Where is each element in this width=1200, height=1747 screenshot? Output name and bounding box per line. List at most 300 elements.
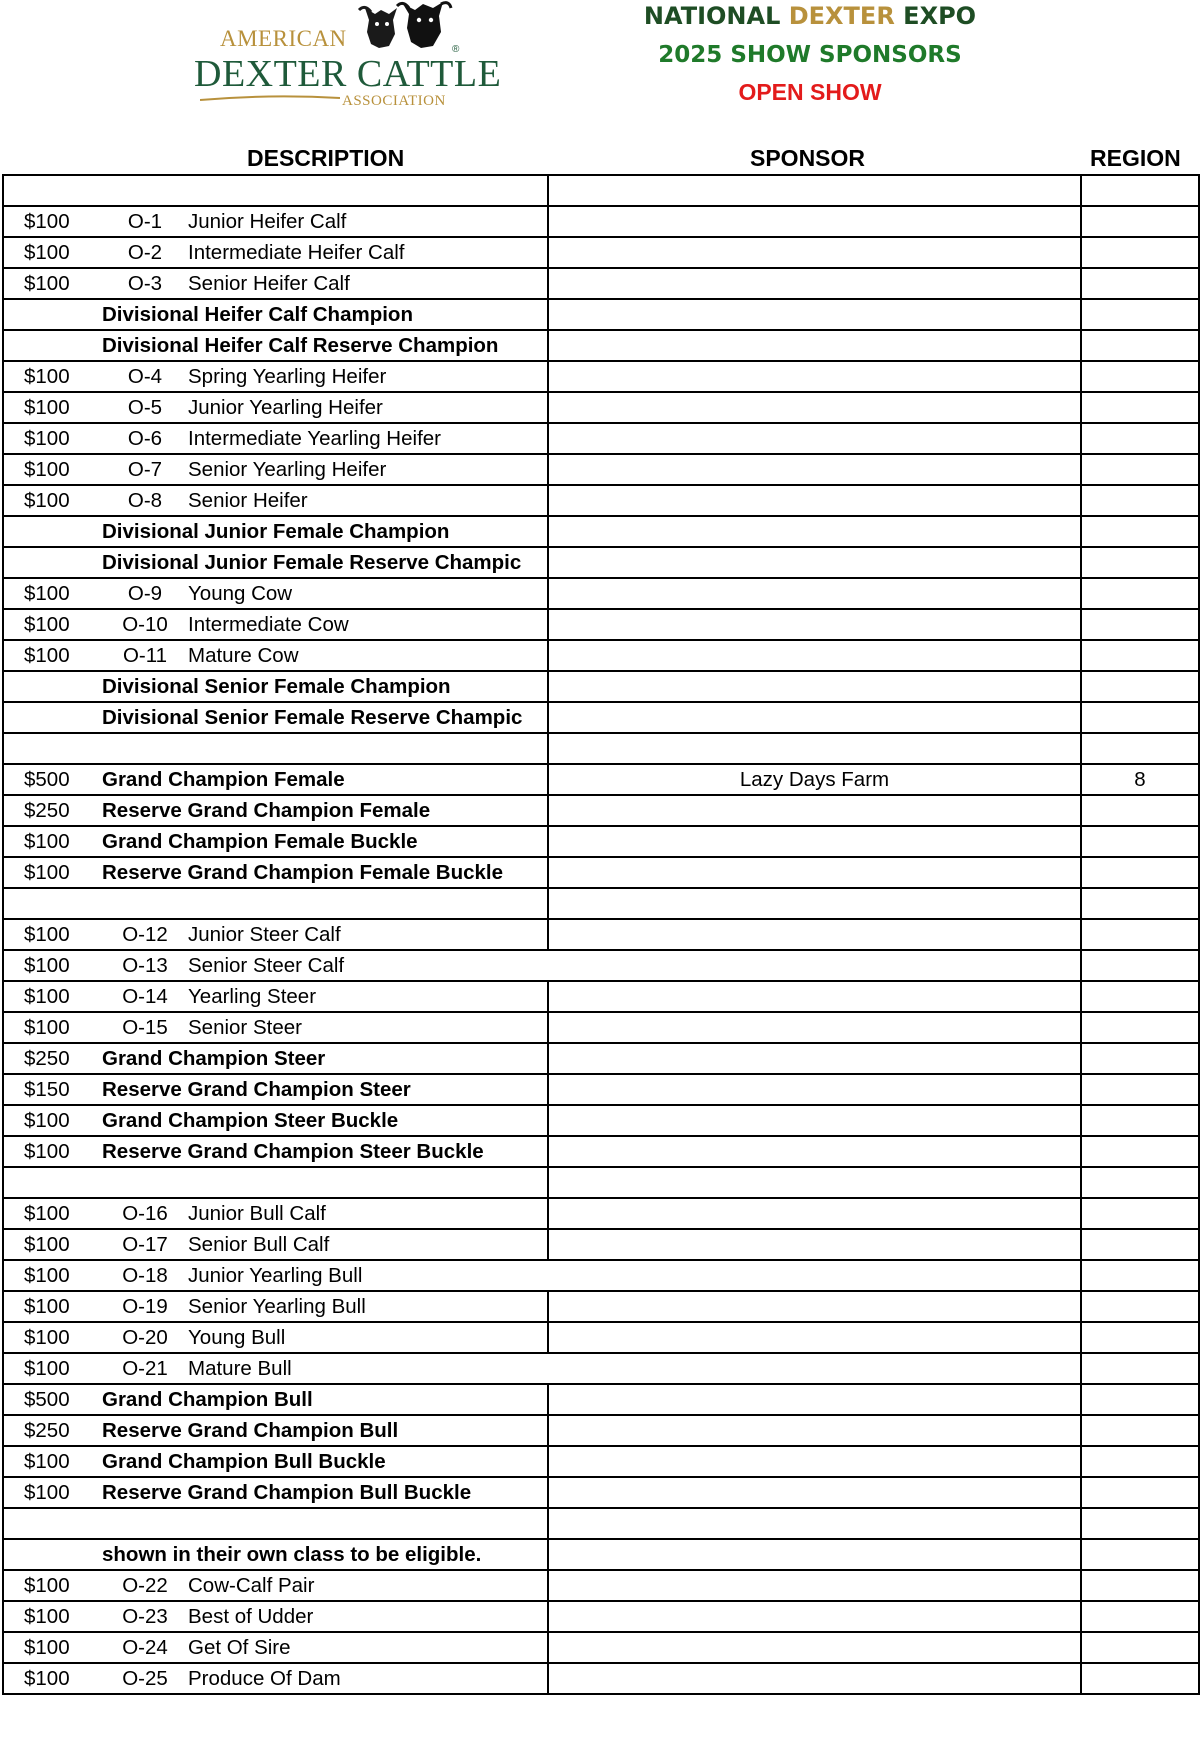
description-cell[interactable] xyxy=(3,1663,548,1694)
table-row xyxy=(3,671,1199,702)
class-code: O-11 xyxy=(122,643,168,667)
prize-amount: $100 xyxy=(24,1325,70,1349)
description-cell[interactable] xyxy=(3,1601,548,1632)
class-label: Young Bull xyxy=(188,1325,286,1349)
title-expo: EXPO xyxy=(894,2,977,30)
sponsor-cell[interactable]: Lazy Days Farm xyxy=(548,764,1081,795)
description-cell[interactable] xyxy=(3,1415,548,1446)
description-cell[interactable] xyxy=(3,919,548,950)
description-cell[interactable] xyxy=(3,330,548,361)
table-row xyxy=(3,795,1199,826)
sponsor-cell[interactable] xyxy=(548,1601,1081,1632)
table-row xyxy=(3,1663,1199,1694)
sponsor-cell[interactable] xyxy=(548,268,1081,299)
table-row xyxy=(3,1229,1199,1260)
description-cell[interactable] xyxy=(3,268,548,299)
description-cell[interactable] xyxy=(3,1167,548,1198)
sponsor-cell[interactable] xyxy=(548,1539,1081,1570)
prize-amount: $100 xyxy=(24,271,70,295)
class-label: Spring Yearling Heifer xyxy=(188,364,387,388)
description-cell[interactable] xyxy=(3,733,548,764)
class-code: O-12 xyxy=(122,922,168,946)
description-cell[interactable] xyxy=(3,1260,548,1291)
class-label: Divisional Junior Female Reserve Champic xyxy=(102,550,522,574)
class-code: O-9 xyxy=(127,581,163,605)
description-cell[interactable] xyxy=(3,1074,548,1105)
class-code: O-2 xyxy=(127,240,163,264)
sponsor-cell[interactable] xyxy=(548,175,1081,206)
table-row xyxy=(3,1446,1199,1477)
class-label: Intermediate Yearling Heifer xyxy=(188,426,441,450)
sponsor-cell[interactable] xyxy=(548,237,1081,268)
region-cell[interactable] xyxy=(1081,1477,1199,1508)
sponsor-cell[interactable] xyxy=(548,516,1081,547)
description-cell[interactable] xyxy=(3,516,548,547)
class-label: Intermediate Cow xyxy=(188,612,349,636)
class-label: Divisional Heifer Calf Champion xyxy=(102,302,413,326)
table-row xyxy=(3,1322,1199,1353)
class-label: Mature Bull xyxy=(188,1356,292,1380)
region-cell[interactable] xyxy=(1081,1570,1199,1601)
prize-amount: $100 xyxy=(24,1666,70,1690)
description-cell[interactable] xyxy=(3,609,548,640)
class-code: O-1 xyxy=(127,209,163,233)
title-open-show: OPEN SHOW xyxy=(738,79,882,105)
class-label: Senior Bull Calf xyxy=(188,1232,330,1256)
sponsor-cell[interactable] xyxy=(548,547,1081,578)
prize-amount: $100 xyxy=(24,1449,70,1473)
region-cell[interactable] xyxy=(1081,1229,1199,1260)
sponsor-cell[interactable] xyxy=(548,857,1081,888)
class-label: Junior Steer Calf xyxy=(188,922,341,946)
description-cell[interactable] xyxy=(3,1570,548,1601)
sponsor-cell[interactable] xyxy=(548,361,1081,392)
class-label: Mature Cow xyxy=(188,643,299,667)
table-row xyxy=(3,485,1199,516)
description-cell[interactable] xyxy=(3,764,548,795)
region-cell[interactable] xyxy=(1081,361,1199,392)
table-row xyxy=(3,547,1199,578)
description-cell[interactable] xyxy=(3,950,548,981)
prize-amount: $150 xyxy=(24,1077,70,1101)
table-row xyxy=(3,1570,1199,1601)
sponsor-cell[interactable] xyxy=(548,485,1081,516)
class-code: O-18 xyxy=(122,1263,168,1287)
table-row xyxy=(3,764,1199,795)
region-cell[interactable] xyxy=(1081,1601,1199,1632)
region-cell[interactable] xyxy=(1081,826,1199,857)
class-label: Produce Of Dam xyxy=(188,1666,341,1690)
sponsor-cell[interactable] xyxy=(548,1446,1081,1477)
region-cell[interactable] xyxy=(1081,981,1199,1012)
table-row xyxy=(3,1260,1199,1291)
table-row xyxy=(3,268,1199,299)
description-cell[interactable] xyxy=(3,1043,548,1074)
class-code: O-14 xyxy=(122,984,168,1008)
prize-amount: $100 xyxy=(24,1139,70,1163)
class-label: Divisional Heifer Calf Reserve Champion xyxy=(102,333,499,357)
region-cell[interactable] xyxy=(1081,175,1199,206)
sponsor-cell[interactable] xyxy=(548,330,1081,361)
class-label: Young Cow xyxy=(188,581,293,605)
region-cell[interactable]: 8 xyxy=(1081,764,1199,795)
class-label: Junior Heifer Calf xyxy=(188,209,347,233)
table-row xyxy=(3,1012,1199,1043)
prize-amount: $250 xyxy=(24,1418,70,1442)
region-cell[interactable] xyxy=(1081,454,1199,485)
prize-amount: $100 xyxy=(24,984,70,1008)
prize-amount: $100 xyxy=(24,612,70,636)
description-cell[interactable] xyxy=(3,1229,548,1260)
column-header-sponsor: SPONSOR xyxy=(750,145,866,171)
cattle-heads-icon xyxy=(345,0,455,50)
sponsor-cell[interactable] xyxy=(548,1353,1081,1384)
sponsor-cell[interactable] xyxy=(548,795,1081,826)
description-cell[interactable] xyxy=(3,857,548,888)
description-cell[interactable] xyxy=(3,1012,548,1043)
prize-amount: $100 xyxy=(24,1232,70,1256)
sponsor-cell[interactable] xyxy=(548,454,1081,485)
region-cell[interactable] xyxy=(1081,578,1199,609)
class-label: Senior Yearling Heifer xyxy=(188,457,387,481)
prize-amount: $100 xyxy=(24,1294,70,1318)
table-row xyxy=(3,392,1199,423)
logo-swoosh-line xyxy=(200,94,340,102)
prize-amount: $100 xyxy=(24,1201,70,1225)
region-cell[interactable] xyxy=(1081,609,1199,640)
description-cell[interactable] xyxy=(3,578,548,609)
region-cell[interactable] xyxy=(1081,1043,1199,1074)
class-code: O-15 xyxy=(122,1015,168,1039)
table-row xyxy=(3,299,1199,330)
class-label: Divisional Senior Female Reserve Champic xyxy=(102,705,523,729)
description-cell[interactable] xyxy=(3,888,548,919)
sponsor-cell[interactable] xyxy=(548,733,1081,764)
table-row xyxy=(3,919,1199,950)
sponsor-cell[interactable] xyxy=(548,1632,1081,1663)
prize-amount: $100 xyxy=(24,1356,70,1380)
class-label: Grand Champion Steer xyxy=(102,1046,326,1070)
sponsor-cell[interactable] xyxy=(548,299,1081,330)
table-row xyxy=(3,361,1199,392)
table-row xyxy=(3,733,1199,764)
region-cell[interactable] xyxy=(1081,1136,1199,1167)
description-cell[interactable] xyxy=(3,547,548,578)
description-cell[interactable] xyxy=(3,1446,548,1477)
class-code: O-10 xyxy=(122,612,168,636)
region-cell[interactable] xyxy=(1081,733,1199,764)
table-row xyxy=(3,640,1199,671)
region-cell[interactable] xyxy=(1081,1353,1199,1384)
prize-amount: $100 xyxy=(24,488,70,512)
region-cell[interactable] xyxy=(1081,857,1199,888)
region-cell[interactable] xyxy=(1081,888,1199,919)
class-code: O-19 xyxy=(122,1294,168,1318)
sponsor-cell[interactable] xyxy=(548,1043,1081,1074)
class-label: Grand Champion Steer Buckle xyxy=(102,1108,399,1132)
region-cell[interactable] xyxy=(1081,1446,1199,1477)
description-cell[interactable] xyxy=(3,1198,548,1229)
sponsor-cell[interactable] xyxy=(548,702,1081,733)
class-label: Senior Yearling Bull xyxy=(188,1294,366,1318)
description-cell[interactable] xyxy=(3,1322,548,1353)
description-cell[interactable] xyxy=(3,702,548,733)
prize-amount: $100 xyxy=(24,457,70,481)
sponsor-cell[interactable] xyxy=(548,1198,1081,1229)
class-label: Divisional Senior Female Champion xyxy=(102,674,451,698)
description-cell[interactable] xyxy=(3,392,548,423)
class-label: Junior Yearling Bull xyxy=(188,1263,363,1287)
table-row xyxy=(3,1136,1199,1167)
table-row xyxy=(3,609,1199,640)
region-cell[interactable] xyxy=(1081,1260,1199,1291)
sponsor-cell[interactable] xyxy=(548,1012,1081,1043)
sponsor-cell[interactable] xyxy=(548,423,1081,454)
class-label: Yearling Steer xyxy=(188,984,317,1008)
description-cell[interactable] xyxy=(3,795,548,826)
description-cell[interactable] xyxy=(3,1477,548,1508)
table-row xyxy=(3,1508,1199,1539)
description-cell[interactable] xyxy=(3,361,548,392)
sponsor-cell[interactable] xyxy=(548,206,1081,237)
prize-amount: $100 xyxy=(24,395,70,419)
sponsor-cell[interactable] xyxy=(548,1074,1081,1105)
sponsor-cell[interactable] xyxy=(548,578,1081,609)
prize-amount: $100 xyxy=(24,1604,70,1628)
sponsor-cell[interactable] xyxy=(548,1136,1081,1167)
sponsor-cell[interactable] xyxy=(548,609,1081,640)
class-label: Divisional Junior Female Champion xyxy=(102,519,450,543)
class-code: O-23 xyxy=(122,1604,168,1628)
association-logo xyxy=(190,0,502,112)
description-cell[interactable] xyxy=(3,981,548,1012)
description-cell[interactable] xyxy=(3,454,548,485)
table-row xyxy=(3,950,1199,981)
sponsor-cell[interactable] xyxy=(548,950,1081,981)
title-show-sponsors: 2025 SHOW SPONSORS xyxy=(658,42,962,68)
region-cell[interactable] xyxy=(1081,1105,1199,1136)
class-label: Senior Steer xyxy=(188,1015,302,1039)
region-cell[interactable] xyxy=(1081,1322,1199,1353)
title-national: NATIONAL xyxy=(643,2,789,30)
logo-american-text: AMERICAN xyxy=(220,26,347,51)
description-cell[interactable] xyxy=(3,1353,548,1384)
table-row xyxy=(3,1632,1199,1663)
sponsor-cell[interactable] xyxy=(548,1477,1081,1508)
class-label: Senior Steer Calf xyxy=(188,953,345,977)
table-row xyxy=(3,1477,1199,1508)
region-cell[interactable] xyxy=(1081,1539,1199,1570)
region-cell[interactable] xyxy=(1081,1508,1199,1539)
table-row xyxy=(3,1415,1199,1446)
region-cell[interactable] xyxy=(1081,1074,1199,1105)
region-cell[interactable] xyxy=(1081,547,1199,578)
class-code: O-3 xyxy=(127,271,163,295)
sponsor-cell[interactable] xyxy=(548,671,1081,702)
region-cell[interactable] xyxy=(1081,795,1199,826)
description-cell[interactable] xyxy=(3,1384,548,1415)
prize-amount: $500 xyxy=(24,767,70,791)
class-code: O-16 xyxy=(122,1201,168,1225)
sponsor-cell[interactable] xyxy=(548,1663,1081,1694)
prize-amount: $100 xyxy=(24,581,70,605)
region-cell[interactable] xyxy=(1081,206,1199,237)
sponsor-cell[interactable] xyxy=(548,1105,1081,1136)
table-row xyxy=(3,1105,1199,1136)
table-row xyxy=(3,578,1199,609)
table-row xyxy=(3,516,1199,547)
region-cell[interactable] xyxy=(1081,1198,1199,1229)
class-label: Senior Heifer Calf xyxy=(188,271,350,295)
description-cell[interactable] xyxy=(3,1105,548,1136)
description-cell[interactable] xyxy=(3,640,548,671)
sponsor-cell[interactable] xyxy=(548,981,1081,1012)
prize-amount: $100 xyxy=(24,364,70,388)
sponsor-cell[interactable] xyxy=(548,1508,1081,1539)
class-code: O-8 xyxy=(127,488,163,512)
description-cell[interactable] xyxy=(3,206,548,237)
class-code: O-25 xyxy=(122,1666,168,1690)
region-cell[interactable] xyxy=(1081,950,1199,981)
description-cell[interactable] xyxy=(3,423,548,454)
class-code: O-4 xyxy=(127,364,163,388)
prize-amount: $500 xyxy=(24,1387,70,1411)
class-label: Grand Champion Bull xyxy=(102,1387,313,1411)
sponsor-cell[interactable] xyxy=(548,1384,1081,1415)
prize-amount: $100 xyxy=(24,1480,70,1504)
class-label: Reserve Grand Champion Female xyxy=(102,798,431,822)
class-code: O-6 xyxy=(127,426,163,450)
table-row xyxy=(3,1601,1199,1632)
sponsor-cell[interactable] xyxy=(548,1291,1081,1322)
class-label: Senior Heifer xyxy=(188,488,308,512)
class-label: shown in their own class to be eligible. xyxy=(102,1542,482,1566)
sponsor-cell[interactable] xyxy=(548,1415,1081,1446)
table-row xyxy=(3,981,1199,1012)
class-label: Reserve Grand Champion Bull Buckle xyxy=(102,1480,472,1504)
table-row xyxy=(3,702,1199,733)
description-cell[interactable] xyxy=(3,671,548,702)
table-row xyxy=(3,330,1199,361)
prize-amount: $250 xyxy=(24,1046,70,1070)
region-cell[interactable] xyxy=(1081,1012,1199,1043)
description-cell[interactable] xyxy=(3,1136,548,1167)
class-code: O-22 xyxy=(122,1573,168,1597)
title-dexter: DEXTER xyxy=(788,2,895,30)
table-row xyxy=(3,1167,1199,1198)
class-label: Intermediate Heifer Calf xyxy=(188,240,405,264)
sponsor-cell[interactable] xyxy=(548,1260,1081,1291)
region-cell[interactable] xyxy=(1081,1291,1199,1322)
sponsor-table-body xyxy=(3,175,1199,1694)
sponsor-cell[interactable] xyxy=(548,826,1081,857)
class-label: Reserve Grand Champion Female Buckle xyxy=(102,860,504,884)
class-code: O-5 xyxy=(127,395,163,419)
region-cell[interactable] xyxy=(1081,1415,1199,1446)
region-cell[interactable] xyxy=(1081,268,1199,299)
sponsor-cell[interactable] xyxy=(548,1570,1081,1601)
prize-amount: $100 xyxy=(24,953,70,977)
class-label: Cow-Calf Pair xyxy=(188,1573,315,1597)
table-row xyxy=(3,237,1199,268)
description-cell[interactable] xyxy=(3,1508,548,1539)
region-cell[interactable] xyxy=(1081,237,1199,268)
table-row xyxy=(3,1043,1199,1074)
sponsor-table xyxy=(2,174,1200,1695)
description-cell[interactable] xyxy=(3,485,548,516)
class-code: O-24 xyxy=(122,1635,168,1659)
region-cell[interactable] xyxy=(1081,392,1199,423)
region-cell[interactable] xyxy=(1081,671,1199,702)
region-cell[interactable] xyxy=(1081,1167,1199,1198)
region-cell[interactable] xyxy=(1081,919,1199,950)
prize-amount: $100 xyxy=(24,1573,70,1597)
prize-amount: $100 xyxy=(24,209,70,233)
column-header-region: REGION xyxy=(1090,145,1181,171)
class-label: Get Of Sire xyxy=(188,1635,291,1659)
table-row xyxy=(3,1353,1199,1384)
prize-amount: $100 xyxy=(24,426,70,450)
class-label: Best of Udder xyxy=(188,1604,314,1628)
sponsor-cell[interactable] xyxy=(548,919,1081,950)
class-code: O-7 xyxy=(127,457,163,481)
class-code: O-17 xyxy=(122,1232,168,1256)
sponsor-cell[interactable] xyxy=(548,1322,1081,1353)
prize-amount: $100 xyxy=(24,1263,70,1287)
table-row xyxy=(3,454,1199,485)
description-cell[interactable] xyxy=(3,826,548,857)
prize-amount: $100 xyxy=(24,860,70,884)
column-header-description: DESCRIPTION xyxy=(247,145,405,171)
sponsor-cell[interactable] xyxy=(548,392,1081,423)
sponsor-cell[interactable] xyxy=(548,1167,1081,1198)
table-row xyxy=(3,888,1199,919)
sponsor-cell[interactable] xyxy=(548,640,1081,671)
class-code: O-13 xyxy=(122,953,168,977)
description-cell[interactable] xyxy=(3,1632,548,1663)
table-row xyxy=(3,1074,1199,1105)
logo-association-text: ASSOCIATION xyxy=(342,93,446,109)
region-cell[interactable] xyxy=(1081,330,1199,361)
prize-amount: $100 xyxy=(24,643,70,667)
sponsor-cell[interactable] xyxy=(548,888,1081,919)
region-cell[interactable] xyxy=(1081,1663,1199,1694)
sponsor-cell[interactable] xyxy=(548,1229,1081,1260)
region-cell[interactable] xyxy=(1081,1632,1199,1663)
table-row xyxy=(3,826,1199,857)
table-row xyxy=(3,1384,1199,1415)
region-cell[interactable] xyxy=(1081,640,1199,671)
description-cell[interactable] xyxy=(3,237,548,268)
table-row xyxy=(3,1291,1199,1322)
logo-dexter-cattle-text: DEXTER CATTLE xyxy=(194,53,502,95)
region-cell[interactable] xyxy=(1081,423,1199,454)
region-cell[interactable] xyxy=(1081,299,1199,330)
class-label: Reserve Grand Champion Bull xyxy=(102,1418,399,1442)
region-cell[interactable] xyxy=(1081,485,1199,516)
region-cell[interactable] xyxy=(1081,702,1199,733)
class-label: Grand Champion Bull Buckle xyxy=(102,1449,386,1473)
description-cell[interactable] xyxy=(3,1291,548,1322)
description-cell[interactable] xyxy=(3,175,548,206)
table-row xyxy=(3,1198,1199,1229)
class-code: O-21 xyxy=(122,1356,168,1380)
region-cell[interactable] xyxy=(1081,516,1199,547)
prize-amount: $250 xyxy=(24,798,70,822)
region-cell[interactable] xyxy=(1081,1384,1199,1415)
description-cell[interactable] xyxy=(3,1539,548,1570)
description-cell[interactable] xyxy=(3,299,548,330)
